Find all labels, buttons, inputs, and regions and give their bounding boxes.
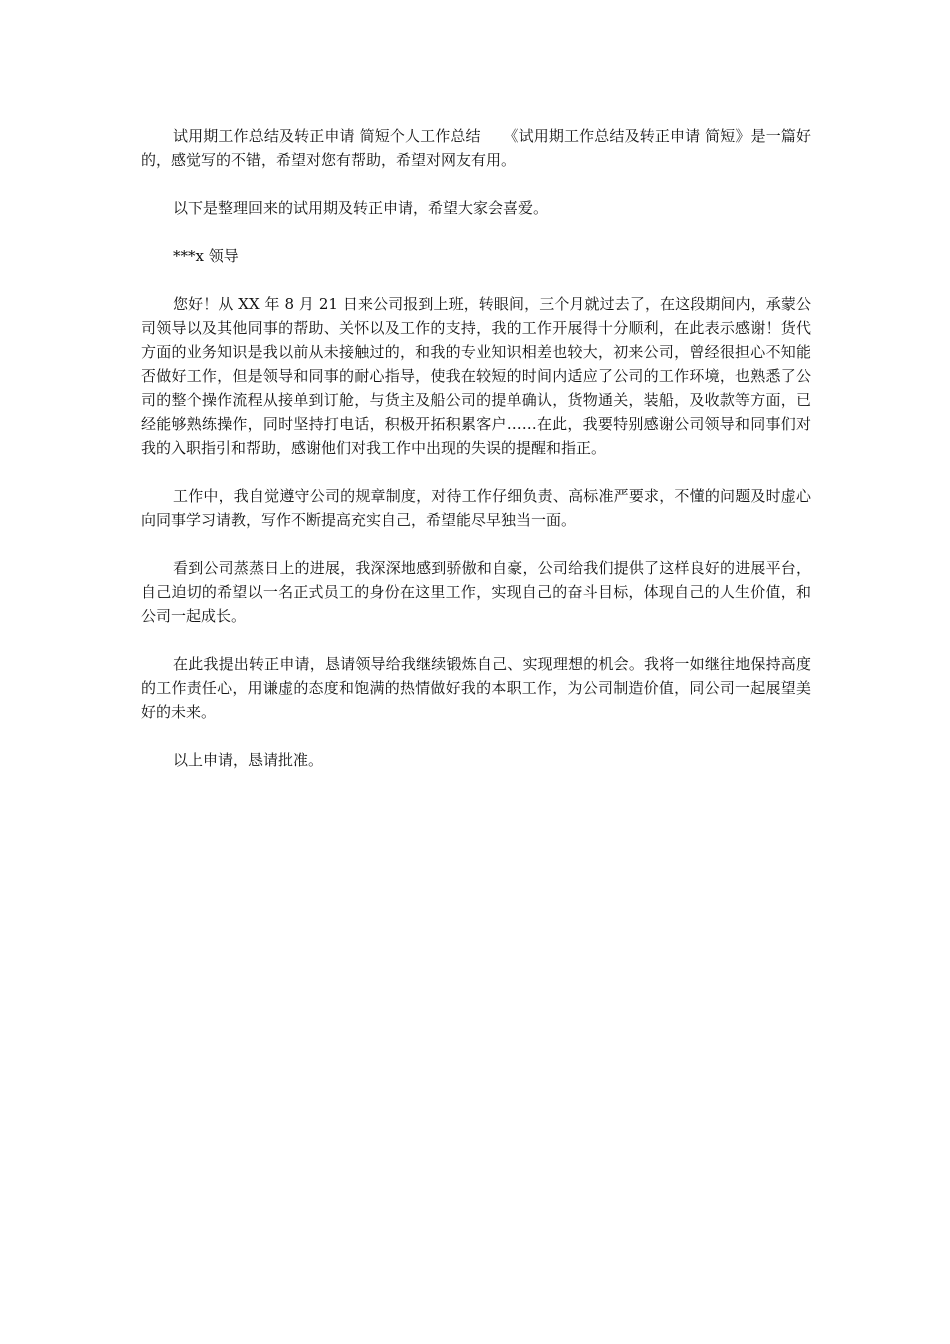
- body-paragraph-request: 在此我提出转正申请，恳请领导给我继续锻炼自己、实现理想的机会。我将一如继往地保持高度的工作责任心，用谦虚的态度和饱满的热情做好我的本职工作，为公司制造价值，同公司一起展望美好的未来。: [141, 655, 811, 721]
- closing-line: 以上申请，恳请批准。: [173, 751, 324, 769]
- body-paragraph-outlook: 看到公司蒸蒸日上的进展，我深深地感到骄傲和自豪，公司给我们提供了这样良好的进展平台，自己迫切的希望以一名正式员工的身份在这里工作，实现自己的奋斗目标，体现自己的人生价值，和公司一起成长。: [141, 559, 811, 625]
- document-body: [141, 124, 811, 796]
- body-paragraph-work: 工作中，我自觉遵守公司的规章制度，对待工作仔细负责、高标准严要求，不懂的问题及时虚心向同事学习请教，写作不断提高充实自己，希望能尽早独当一面。: [141, 487, 811, 529]
- salutation: ***x 领导: [173, 247, 239, 265]
- intro-paragraph: 试用期工作总结及转正申请 简短个人工作总结 《试用期工作总结及转正申请 简短》是一篇好的，感觉写的不错，希望对您有帮助，希望对网友有用。: [141, 127, 811, 169]
- body-paragraph-greeting: 您好！从 XX 年 8 月 21 日来公司报到上班，转眼间，三个月就过去了，在这段期间内，承蒙公司领导以及其他同事的帮助、关怀以及工作的支持，我的工作开展得十分顺利，在此表示感谢！货代方面的业务知识是我以前从未接触过的，和我的专业知识相差也较大，初来公司，曾经很担心不知能否做好工作，但是领导和同事的耐心指导，使我在较短的时间内适应了公司的工作环境，也熟悉了公司的整个操作流程从接单到订舱，与货主及船公司的提单确认，货物通关，装船，及收款等方面，已经能够熟练操作，同时坚持打电话，积极开拓积累客户……在此，我要特别感谢公司领导和同事们对我的入职指引和帮助，感谢他们对我工作中出现的失误的提醒和指正。: [141, 295, 811, 457]
- preface-paragraph: 以下是整理回来的试用期及转正申请，希望大家会喜爱。: [173, 199, 549, 217]
